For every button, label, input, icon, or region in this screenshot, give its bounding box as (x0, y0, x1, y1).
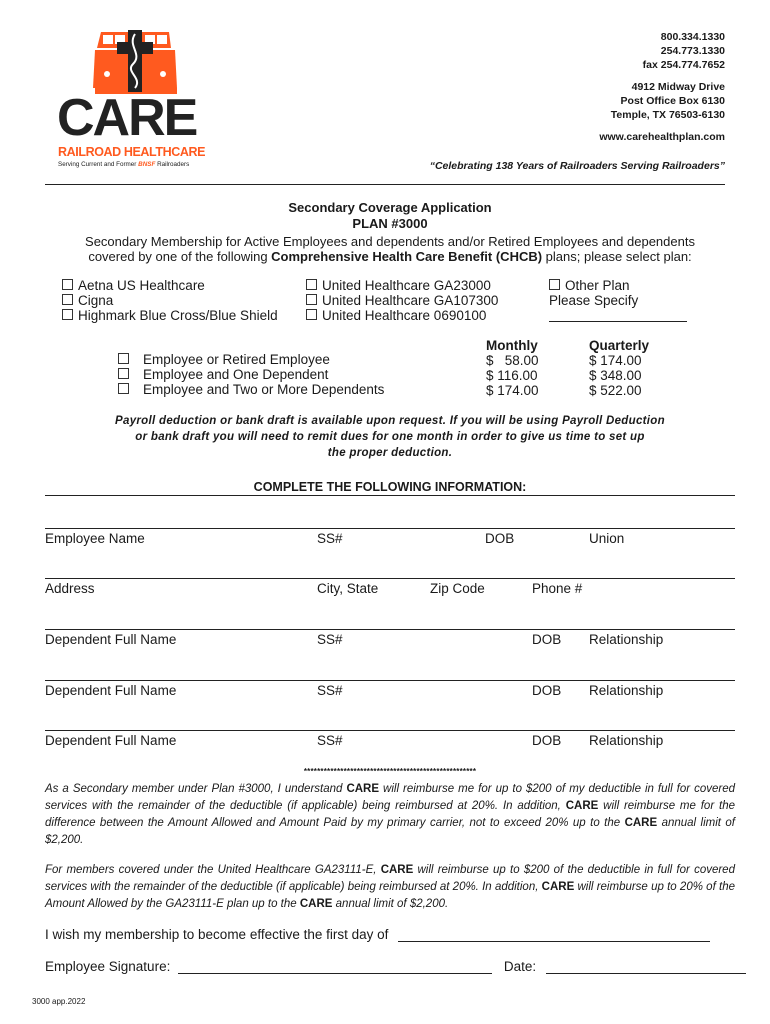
effective-date-input[interactable] (398, 928, 710, 942)
intro-line-2: covered by one of the following Comprehensive Health Care Benefit (CHCB) plans; please select plan: (88, 249, 692, 264)
employee-name-label: Employee Name (45, 531, 145, 546)
phone-label: Phone # (532, 581, 583, 596)
plan-option[interactable]: Highmark Blue Cross/Blue Shield (62, 308, 278, 323)
checkbox[interactable] (118, 368, 129, 379)
phone-2: 254.773.1330 (660, 45, 725, 57)
checkbox[interactable] (549, 279, 560, 290)
plan-option[interactable]: Aetna US Healthcare (62, 278, 278, 293)
plan-option[interactable]: Cigna (62, 293, 278, 308)
reimbursement-paragraph-2: For members covered under the United Healthcare GA23111-E, CARE will reimburse up to $200 of the deductible in full for covered services with the remainder of the deductible (if applicable) being reimbursed at 20%. In addition, CARE will reimburse up to 20% of the Amount Allowed by the GA23111-E plan up to the CARE annual limit of $2,200. (45, 864, 735, 910)
plan-option[interactable]: United Healthcare 0690100 (306, 308, 498, 323)
monthly-column (486, 338, 539, 398)
reimbursement-paragraph-1: As a Secondary member under Plan #3000, I understand CARE will reimburse me for up to $200 of my deductible in full for covered services with the remainder of the deductible (if applicable) being reimbursed at 20%. In addition, CARE will reimburse me for the difference between the Amount Allowed and Amount Paid by my primary carrier, not to exceed 20% up to the CARE annual limit of $2,200. (45, 783, 736, 846)
coverage-option[interactable]: Employee and One Dependent (118, 367, 384, 382)
effective-date-label: I wish my membership to become effective the first day of (45, 927, 389, 942)
other-plan-input[interactable] (549, 308, 687, 322)
plan-column-2 (306, 278, 498, 323)
form-title: Secondary Coverage Application (288, 200, 492, 215)
zip-label: Zip Code (430, 581, 485, 596)
plan-number: PLAN #3000 (352, 216, 428, 231)
dependent-ss-label: SS# (317, 683, 343, 698)
dependent-dob-label: DOB (532, 733, 562, 748)
dependent-relationship-label: Relationship (589, 632, 664, 647)
section-title: COMPLETE THE FOLLOWING INFORMATION: (253, 480, 527, 494)
intro-line-1: Secondary Membership for Active Employees and dependents and/or Retired Employees and dependents (85, 234, 695, 249)
address-line-3: Temple, TX 76503-6130 (610, 109, 725, 121)
checkbox[interactable] (118, 383, 129, 394)
dependent-relationship-label: Relationship (589, 733, 664, 748)
checkbox[interactable] (62, 309, 73, 320)
coverage-option[interactable]: Employee and Two or More Dependents (118, 382, 384, 397)
header-divider (45, 184, 725, 185)
address-label: Address (45, 581, 95, 596)
dependent-dob-label: DOB (532, 683, 562, 698)
monthly-rate: $ 116.00 (486, 368, 538, 383)
dependent-name-label: Dependent Full Name (45, 733, 177, 748)
plan-option[interactable]: United Healthcare GA23000 (306, 278, 498, 293)
date-label: Date: (503, 959, 537, 974)
quarterly-header: Quarterly (589, 338, 650, 353)
address-input-line[interactable] (45, 578, 735, 579)
checkbox[interactable] (62, 294, 73, 305)
quarterly-rate: $ 522.00 (589, 383, 642, 398)
contact-block (599, 30, 725, 144)
other-plan-specify-label: Please Specify (549, 293, 639, 308)
plan-option[interactable]: United Healthcare GA107300 (306, 293, 498, 308)
employee-input-line[interactable] (45, 528, 735, 529)
plan-column-3 (549, 278, 687, 322)
coverage-option[interactable]: Employee or Retired Employee (118, 352, 384, 367)
signature-input[interactable] (178, 960, 492, 974)
monthly-rate: $ 58.00 (486, 353, 539, 368)
dob-label: DOB (485, 531, 515, 546)
checkbox[interactable] (306, 279, 317, 290)
checkbox[interactable] (306, 294, 317, 305)
form-code: 3000 app.2022 (32, 997, 86, 1006)
signature-row (45, 959, 746, 974)
payroll-note: Payroll deduction or bank draft is available upon request. If you will be using Payroll Deduction or bank draft you will need to remit dues for one month in order to give us time to set up the proper deduction. (115, 415, 665, 459)
quarterly-rate: $ 348.00 (589, 368, 642, 383)
address-line-2: Post Office Box 6130 (620, 95, 725, 107)
plan-column-1 (62, 278, 278, 323)
coverage-options (118, 352, 384, 397)
checkbox[interactable] (118, 353, 129, 364)
effective-date-row (45, 927, 710, 942)
ss-label: SS# (317, 531, 343, 546)
dependent-name-label: Dependent Full Name (45, 683, 177, 698)
fax: fax 254.774.7652 (642, 59, 725, 71)
union-label: Union (589, 531, 625, 546)
dependent-relationship-label: Relationship (589, 683, 664, 698)
city-state-label: City, State (317, 581, 379, 596)
logo-sub: RAILROAD HEALTHCARE (58, 145, 206, 159)
dependent-ss-label: SS# (317, 632, 343, 647)
address-line-1: 4912 Midway Drive (631, 81, 725, 93)
plan-option-other[interactable]: Other Plan (549, 278, 687, 293)
header-tagline: “Celebrating 138 Years of Railroaders Serving Railroaders” (429, 160, 725, 172)
date-input[interactable] (546, 960, 746, 974)
checkbox[interactable] (306, 309, 317, 320)
phone-1: 800.334.1330 (660, 31, 725, 43)
dependent-input-line[interactable] (45, 629, 735, 630)
monthly-rate: $ 174.00 (486, 383, 539, 398)
quarterly-column (589, 338, 649, 398)
dependent-input-line[interactable] (45, 680, 735, 681)
dependent-ss-label: SS# (317, 733, 343, 748)
logo-tagline: Serving Current and Former BNSF Railroaders (58, 161, 190, 168)
dependent-dob-label: DOB (532, 632, 562, 647)
dependent-input-line[interactable] (45, 730, 735, 731)
signature-label: Employee Signature: (45, 959, 171, 974)
monthly-header: Monthly (486, 338, 538, 353)
dependent-name-label: Dependent Full Name (45, 632, 177, 647)
quarterly-rate: $ 174.00 (589, 353, 642, 368)
separator-stars: **************************************************** (303, 767, 477, 776)
logo-brand: CARE (57, 89, 197, 147)
care-logo (55, 26, 215, 174)
checkbox[interactable] (62, 279, 73, 290)
website: www.carehealthplan.com (599, 131, 725, 143)
